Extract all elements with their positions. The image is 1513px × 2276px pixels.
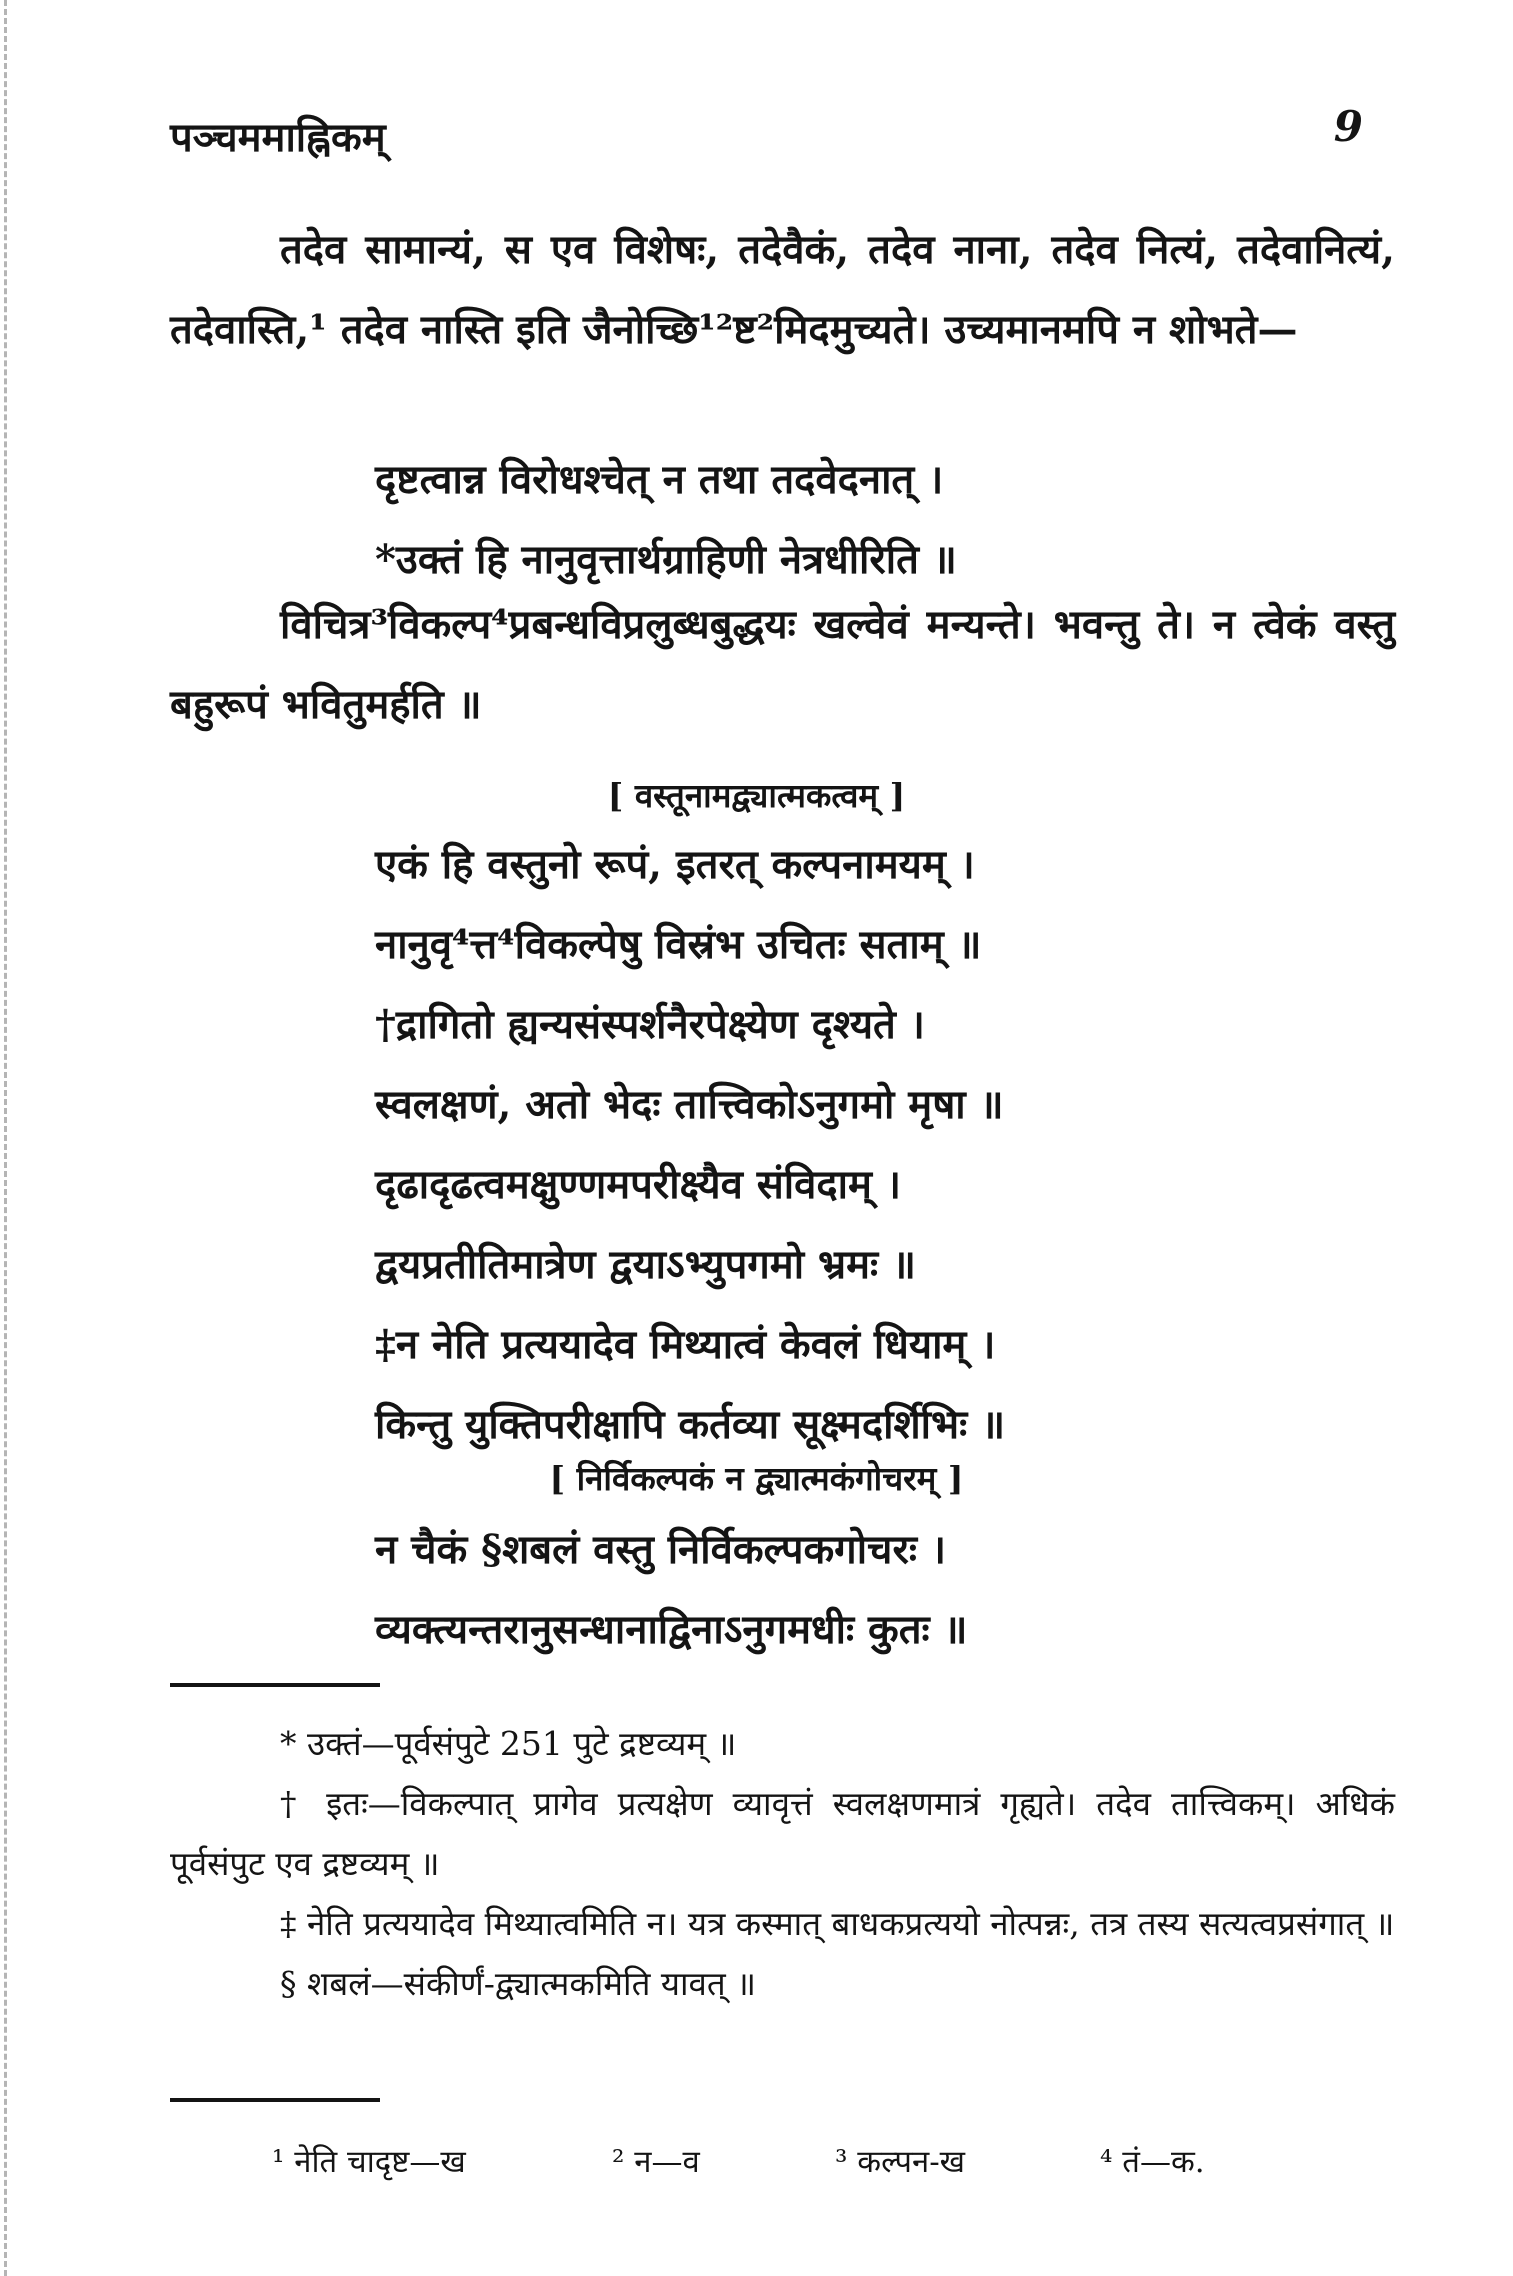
- verse-line: एकं हि वस्तुनो रूपं, इतरत् कल्पनामयम् ।: [375, 841, 975, 888]
- verse-block-2: [375, 825, 1005, 1465]
- prose-paragraph-1: [170, 210, 1395, 370]
- verse-line: *उक्तं हि नानुवृत्तार्थग्राहिणी नेत्रधीरिति ॥: [375, 536, 957, 583]
- variant-reading: ¹ नेति चादृष्ट—ख: [272, 2144, 466, 2180]
- section-heading-1: [ वस्तूनामद्व्यात्मकत्वम् ]: [607, 776, 906, 815]
- verse-line: व्यक्त्यन्तरानुसन्धानाद्विनाऽनुगमधीः कुतः ॥: [375, 1606, 968, 1653]
- verse-line: स्वलक्षणं, अतो भेदः तात्त्विकोऽनुगमो मृषा ॥: [375, 1081, 1004, 1128]
- variant-reading: ³ कल्पन-ख: [835, 2144, 966, 2180]
- verse-line: †द्रागितो ह्यन्यसंस्पर्शनैरपेक्ष्येण दृश्यते ।: [375, 1001, 925, 1048]
- footnote: † इतः—विकल्पात् प्रागेव प्रत्यक्षेण व्यावृत्तं स्वलक्षणमात्रं गृह्यते। तदेव तात्त्विकम्। अधिकं पूर्वसंपुट एव द्रष्टव्यम् ॥: [170, 1784, 1395, 1883]
- variant-reading: ⁴ तं—क.: [1100, 2144, 1205, 2180]
- section-heading-2: [ निर्विकल्पकं न द्व्यात्मकंगोचरम् ]: [549, 1459, 964, 1498]
- running-title: पञ्चममाह्निकम्: [170, 114, 386, 161]
- scan-left-edge: [4, 0, 7, 2276]
- page-header: [170, 102, 1363, 178]
- page-number: 9: [1333, 102, 1363, 151]
- paragraph: तदेव सामान्यं, स एव विशेषः, तदेवैकं, तदेव नाना, तदेव नित्यं, तदेवानित्यं, तदेवास्ति,¹ तदेव नास्ति इति जैनोच्छि¹²ष्ट²मिदमुच्यते। उच्यमानमपि न शोभते—: [170, 226, 1395, 353]
- prose-paragraph-2: [170, 585, 1395, 745]
- footnote: ‡ नेति प्रत्ययादेव मिथ्यात्वमिति न। यत्र कस्मात् बाधकप्रत्ययो नोत्पन्नः, तत्र तस्य सत्यत्वप्रसंगात् ॥: [280, 1904, 1395, 1943]
- variant-reading: ² न—व: [612, 2144, 700, 2180]
- verse-block-1: [375, 440, 957, 600]
- paragraph: विचित्र³विकल्प⁴प्रबन्धविप्रलुब्धबुद्धयः खल्वेवं मन्यन्ते। भवन्तु ते। न त्वेकं वस्तु बहुरूपं भवितुमर्हति ॥: [170, 601, 1395, 728]
- verse-block-3: [375, 1510, 968, 1670]
- footnote: * उक्तं—पूर्वसंपुटे 251 पुटे द्रष्टव्यम् ॥: [280, 1724, 737, 1763]
- verse-line: दृष्टत्वान्न विरोधश्चेत् न तथा तदवेदनात् ।: [375, 456, 944, 503]
- footnotes: [170, 1714, 1395, 2014]
- footnote-divider: [170, 1683, 380, 1687]
- variant-divider: [170, 2098, 380, 2102]
- verse-line: ‡न नेति प्रत्ययादेव मिथ्यात्वं केवलं धियाम् ।: [375, 1321, 996, 1368]
- verse-line: न चैकं §शबलं वस्तु निर्विकल्पकगोचरः ।: [375, 1526, 946, 1573]
- verse-line: नानुवृ⁴त्त⁴विकल्पेषु विस्रंभ उचितः सताम् ॥: [375, 921, 982, 968]
- verse-line: दृढादृढत्वमक्षुण्णमपरीक्ष्यैव संविदाम् ।: [375, 1161, 902, 1208]
- verse-line: द्वयप्रतीतिमात्रेण द्वयाऽभ्युपगमो भ्रमः ॥: [375, 1241, 917, 1288]
- footnote: § शबलं—संकीर्णं-द्व्यात्मकमिति यावत् ॥: [280, 1964, 756, 2003]
- verse-line: किन्तु युक्तिपरीक्षापि कर्तव्या सूक्ष्मदर्शिभिः ॥: [375, 1401, 1006, 1448]
